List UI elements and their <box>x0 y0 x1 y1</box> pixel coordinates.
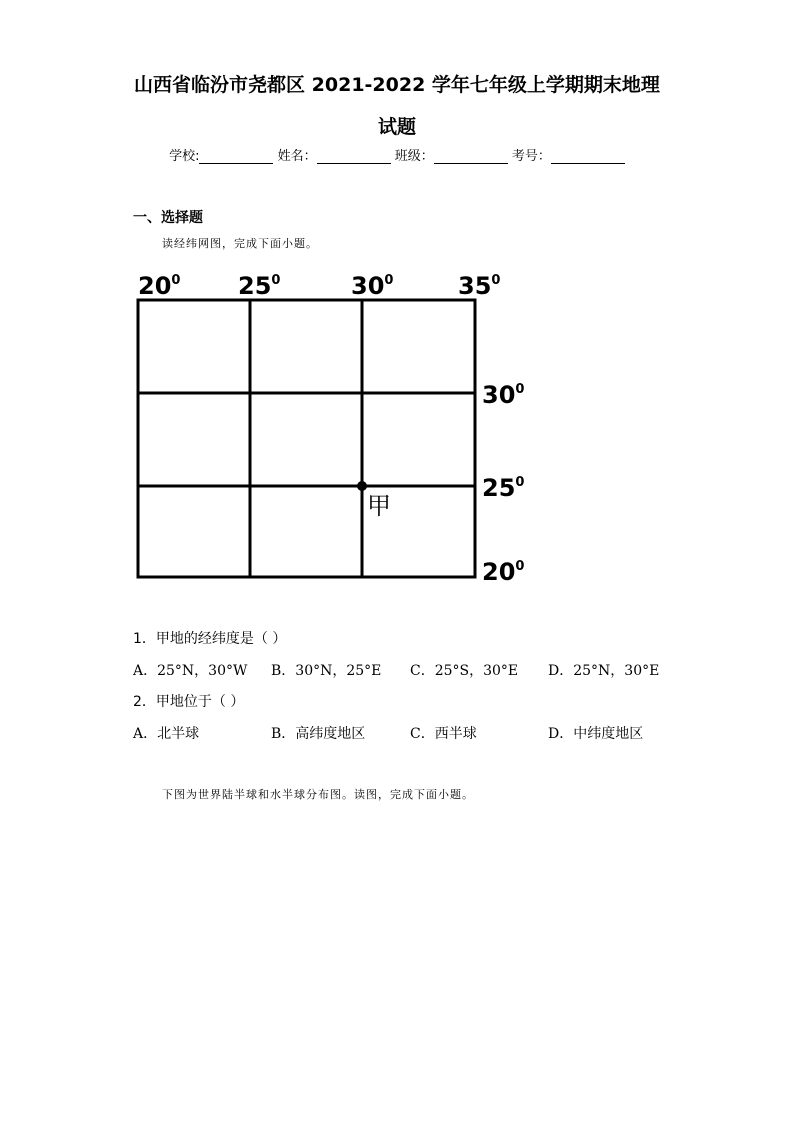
lon-label-35: $35^0$ <box>458 272 501 300</box>
question-2-stem: 2．甲地位于（ ） <box>133 694 245 710</box>
lon-label-20: $20^0$ <box>138 272 181 300</box>
section-intro: 读经纬网图，完成下面小题。 <box>162 237 318 250</box>
lat-label-30: $30^0$ <box>482 381 525 409</box>
lat-label-25: $25^0$ <box>482 474 525 502</box>
grid-border <box>138 300 475 577</box>
school-label: 学校: <box>169 149 200 164</box>
name-blank[interactable] <box>317 149 391 164</box>
document-title-line1: 山西省临汾市尧都区 2021-2022 学年七年级上学期期末地理 <box>134 74 660 96</box>
point-jia-marker <box>357 481 367 491</box>
section-heading: 一、选择题 <box>133 210 203 226</box>
section-2-intro: 下图为世界陆半球和水半球分布图。读图，完成下面小题。 <box>162 788 474 801</box>
lat-label-20: $20^0$ <box>482 558 525 586</box>
exam-number-blank[interactable] <box>551 149 625 164</box>
student-info-line <box>0 145 794 164</box>
class-label: 班级： <box>394 149 434 164</box>
lon-label-30: $30^0$ <box>351 272 394 300</box>
question-2-option-a[interactable]: A．北半球 <box>133 726 200 742</box>
question-1-option-d[interactable]: D．25°N，30°E <box>548 663 660 679</box>
lon-label-25: $25^0$ <box>238 272 281 300</box>
school-blank[interactable] <box>199 149 273 164</box>
class-blank[interactable] <box>434 149 508 164</box>
question-1-option-c[interactable]: C．25°S，30°E <box>410 663 519 679</box>
exam-number-label: 考号： <box>511 149 551 164</box>
name-label: 姓名： <box>277 149 317 164</box>
lat-lon-grid-figure <box>120 262 540 592</box>
question-1-stem: 1．甲地的经纬度是（ ） <box>133 631 287 647</box>
point-jia-label: 甲 <box>367 492 391 520</box>
question-2-option-b[interactable]: B．高纬度地区 <box>271 726 366 742</box>
question-2-option-c[interactable]: C．西半球 <box>410 726 477 742</box>
question-1-option-b[interactable]: B．30°N，25°E <box>271 663 382 679</box>
question-2-option-d[interactable]: D．中纬度地区 <box>548 726 644 742</box>
document-title-line2: 试题 <box>377 116 416 138</box>
question-1-option-a[interactable]: A．25°N，30°W <box>133 663 248 679</box>
